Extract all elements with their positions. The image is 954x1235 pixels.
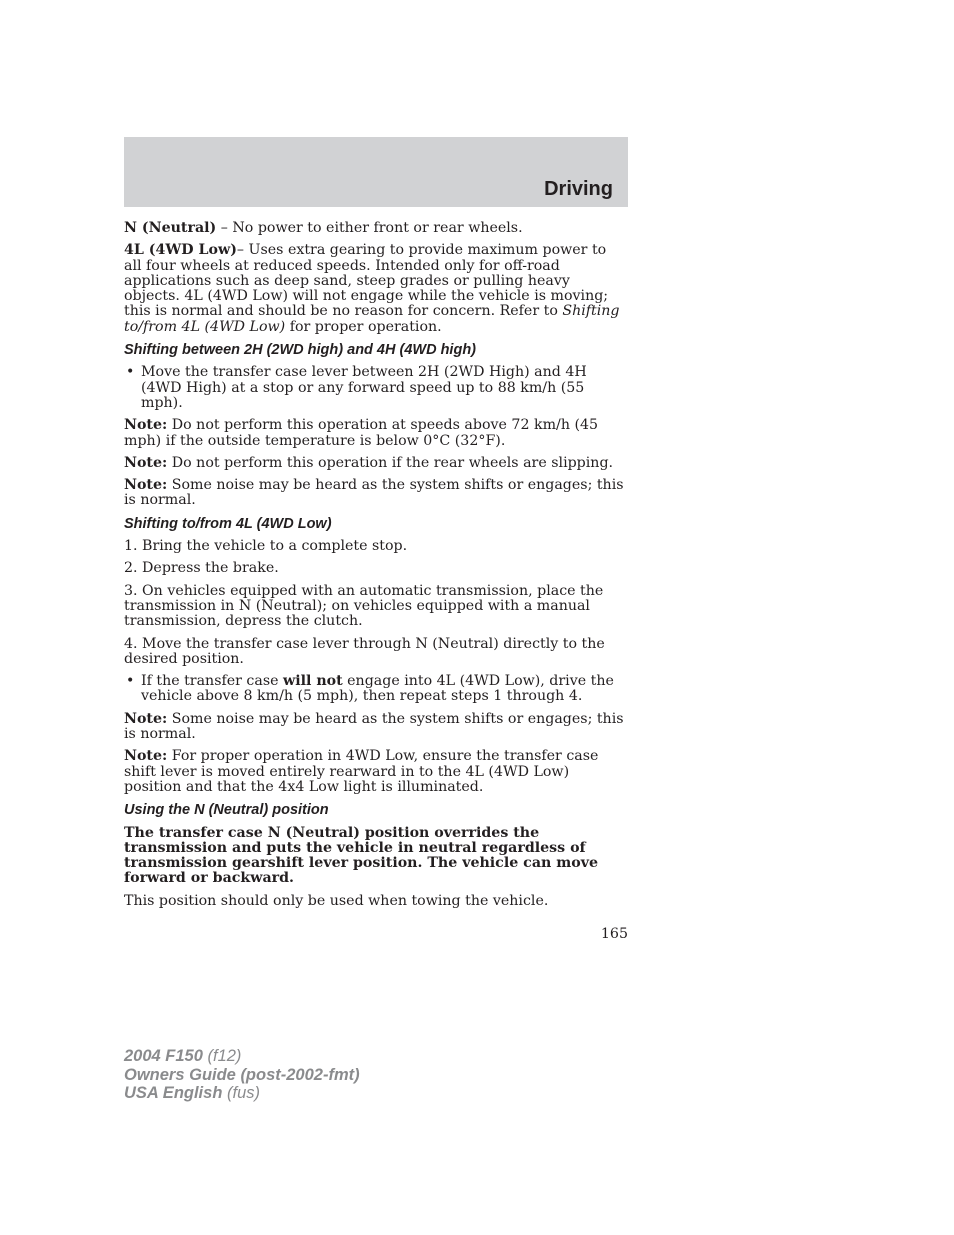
note-text: Some noise may be heard as the system shifts or engages; this is normal. bbox=[124, 477, 624, 509]
towing-paragraph: This position should only be used when towing the vehicle. bbox=[124, 892, 549, 909]
heading-4l: Shifting to/from 4L (4WD Low) bbox=[124, 515, 332, 532]
section-header-band bbox=[124, 137, 628, 207]
note-text: For proper operation in 4WD Low, ensure the transfer case shift lever is moved entirely rearward in to the 4L (4WD Low) position and that the 4x4 Low light is illuminated. bbox=[124, 748, 599, 795]
neutral-paragraph bbox=[124, 221, 628, 236]
bullet-item bbox=[124, 674, 628, 705]
heading-neutral-position: Using the N (Neutral) position bbox=[124, 802, 329, 819]
footer-guide: Owners Guide (post-2002-fmt) bbox=[124, 1065, 360, 1084]
low4-label: 4L (4WD Low) bbox=[124, 242, 237, 259]
note-text: Do not perform this operation at speeds above 72 km/h (45 mph) if the outside temperature is below 0°C (32°F). bbox=[124, 417, 599, 449]
note-paragraph bbox=[124, 418, 628, 449]
step-item: 3. On vehicles equipped with an automatic transmission, place the transmission in N (Neutral); on vehicles equipped with a manual transmission, depress the clutch. bbox=[124, 582, 604, 630]
bullet-icon: • bbox=[126, 673, 135, 690]
low4-text-end: for proper operation. bbox=[285, 318, 442, 335]
note-paragraph bbox=[124, 456, 628, 471]
step-item: 2. Depress the brake. bbox=[124, 560, 279, 577]
neutral-label: N (Neutral) bbox=[124, 220, 217, 236]
bullet-text-end: engage into 4L (4WD Low), drive the vehicle above 8 km/h (5 mph), then repeat steps 1 through 4. bbox=[141, 673, 614, 705]
note-label: Note: bbox=[124, 454, 168, 471]
page-content bbox=[124, 221, 628, 916]
footer-model-code: (f12) bbox=[202, 1047, 242, 1065]
bullet-text: Move the transfer case lever between 2H (2WD High) and 4H (4WD High) at a stop or any forward speed up to 88 km/h (55 mph). bbox=[141, 364, 587, 411]
document-footer bbox=[124, 1047, 360, 1103]
footer-line-model bbox=[124, 1047, 360, 1066]
section-title: Driving bbox=[544, 178, 613, 200]
neutral-text: – No power to either front or rear wheels. bbox=[216, 220, 523, 236]
step-item: 4. Move the transfer case lever through N (Neutral) directly to the desired position. bbox=[124, 635, 605, 667]
heading-2h-4h: Shifting between 2H (2WD high) and 4H (4WD high) bbox=[124, 342, 477, 359]
note-text: Do not perform this operation if the rear wheels are slipping. bbox=[167, 454, 614, 471]
low4-text: – Uses extra gearing to provide maximum power to all four wheels at reduced speeds. Intended only for off-road applications such as deep sand, steep grades or pulling heavy objects. 4L (4WD Low) will not engage while the vehicle is moving; this is normal and should be no reason for concern. Refer to bbox=[124, 242, 609, 320]
footer-language-code: (fus) bbox=[222, 1084, 260, 1102]
page-number: 165 bbox=[600, 926, 628, 942]
note-paragraph bbox=[124, 478, 628, 509]
bullet-item bbox=[124, 365, 628, 411]
note-paragraph bbox=[124, 712, 628, 743]
low4-reference: Shifting to/from 4L (4WD Low) bbox=[124, 303, 620, 335]
warning-paragraph: The transfer case N (Neutral) position overrides the transmission and puts the vehicle in neutral regardless of transmission gearshift lever position. The vehicle can move forward or backward. bbox=[124, 824, 599, 887]
note-text: Some noise may be heard as the system shifts or engages; this is normal. bbox=[124, 710, 624, 743]
note-label: Note: bbox=[124, 710, 168, 727]
low4-paragraph bbox=[124, 243, 628, 335]
note-paragraph bbox=[124, 749, 628, 795]
bullet-text-start: If the transfer case bbox=[141, 673, 283, 690]
note-label: Note: bbox=[124, 417, 168, 434]
note-label: Note: bbox=[124, 748, 168, 765]
footer-line-language bbox=[124, 1084, 360, 1103]
bullet-text-bold: will not bbox=[283, 673, 343, 690]
bullet-icon: • bbox=[126, 364, 135, 381]
footer-language: USA English bbox=[124, 1084, 223, 1102]
note-label: Note: bbox=[124, 477, 168, 494]
footer-model: 2004 F150 bbox=[124, 1047, 203, 1065]
step-item: 1. Bring the vehicle to a complete stop. bbox=[124, 538, 408, 555]
